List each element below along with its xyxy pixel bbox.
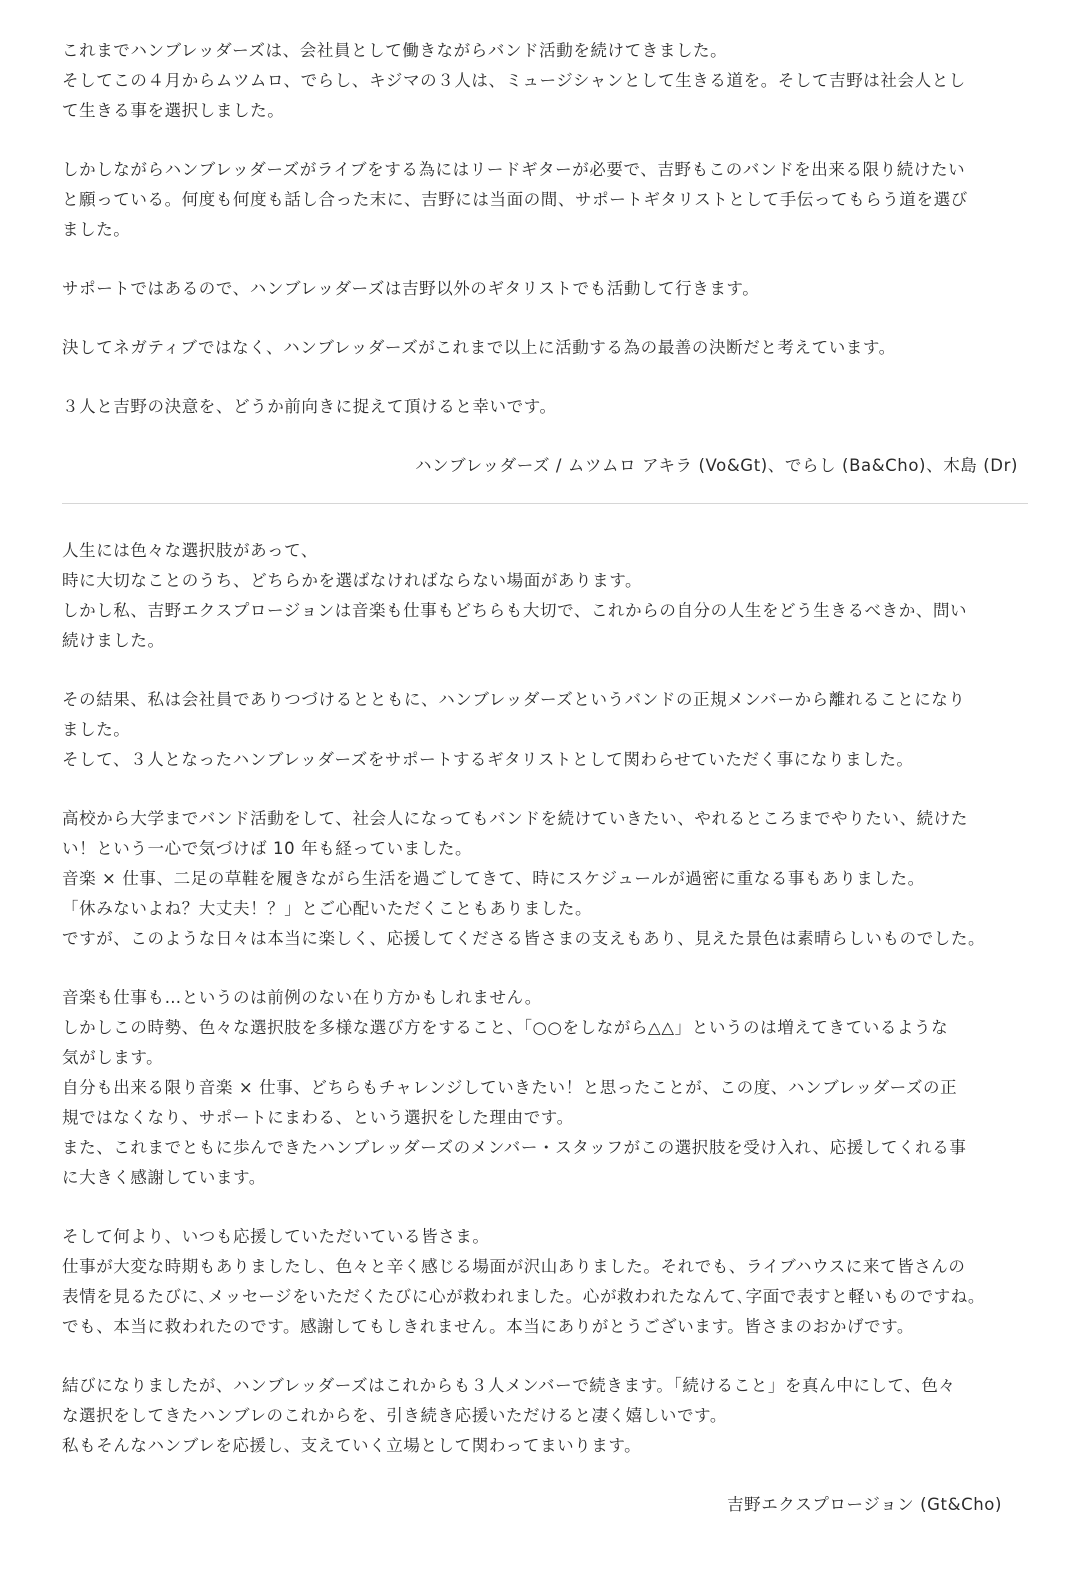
section-divider bbox=[62, 503, 1028, 504]
text-line: そして何より、いつも応援していただいている皆さま。 bbox=[62, 1227, 490, 1246]
paragraph bbox=[62, 36, 1028, 126]
text-line: そして、３人となったハンブレッダーズをサポートするギタリストとして関わらせていただく事になりました。 bbox=[62, 750, 914, 769]
text-line: 自分も出来る限り音楽 × 仕事、どちらもチャレンジしていきたい！と思ったことが、この度、ハンブレッダーズの正 bbox=[62, 1078, 958, 1097]
text-line: ３人と吉野の決意を、どうか前向きに捉えて頂けると幸いです。 bbox=[62, 397, 557, 416]
text-line: 高校から大学までバンド活動をして、社会人になってもバンドを続けていきたい、やれるところまでやりたい、続けた bbox=[62, 809, 968, 828]
text-line: 私もそんなハンブレを応援し、支えていく立場として関わってまいります。 bbox=[62, 1436, 642, 1455]
paragraph bbox=[62, 392, 1028, 422]
text-line: 表情を見るたびに､メッセージをいただくたびに心が救われました。心が救われたなんて､字面で表すと軽いものですね。 bbox=[62, 1287, 986, 1306]
band-signature: ハンブレッダーズ / ムツムロ アキラ (Vo&Gt)、でらし (Ba&Cho)、木島 (Dr) bbox=[414, 456, 1018, 475]
text-line: これまでハンブレッダーズは、会社員として働きながらバンド活動を続けてきました。 bbox=[62, 41, 728, 60]
text-line: そしてこの４月からムツムロ、でらし、キジマの３人は、ミュージシャンとして生きる道を。そして吉野は社会人とし bbox=[62, 71, 966, 90]
text-line: 時に大切なことのうち、どちらかを選ばなければならない場面があります。 bbox=[62, 571, 643, 590]
text-line: 規ではなくなり、サポートにまわる、という選択をした理由です。 bbox=[62, 1108, 574, 1127]
text-line: 決してネガティブではなく、ハンブレッダーズがこれまで以上に活動する為の最善の決断だと考えています。 bbox=[62, 338, 896, 357]
text-line: な選択をしてきたハンブレのこれからを、引き続き応援いただけると凄く嬉しいです。 bbox=[62, 1406, 727, 1425]
text-line: に大きく感謝しています。 bbox=[62, 1168, 266, 1187]
text-line: 気がします。 bbox=[62, 1048, 164, 1067]
paragraph bbox=[62, 983, 1028, 1193]
text-line: と願っている。何度も何度も話し合った末に、吉野には当面の間、サポートギタリストとして手伝ってもらう道を選び bbox=[62, 190, 968, 209]
text-line: でも、本当に救われたのです。感謝してもしきれません。本当にありがとうございます。皆さまのおかげです。 bbox=[62, 1317, 915, 1336]
band-statement bbox=[62, 36, 1028, 481]
yoshino-signature: 吉野エクスプロージョン (Gt&Cho) bbox=[727, 1495, 1002, 1514]
text-line: しかしながらハンブレッダーズがライブをする為にはリードギターが必要で、吉野もこのバンドを出来る限り続けたい bbox=[62, 160, 966, 179]
paragraph bbox=[62, 1222, 1028, 1342]
text-line: 「休みないよね？大丈夫！？」とご心配いただくこともありました。 bbox=[62, 899, 593, 918]
text-line: また、これまでともに歩んできたハンブレッダーズのメンバー・スタッフがこの選択肢を受け入れ、応援してくれる事 bbox=[62, 1138, 967, 1157]
paragraph bbox=[62, 1371, 1028, 1461]
document bbox=[62, 36, 1028, 1520]
text-line: い！という一心で気づけば 10 年も経っていました。 bbox=[62, 839, 473, 858]
text-line: ました。 bbox=[62, 220, 131, 239]
text-line: 音楽 × 仕事、二足の草鞋を履きながら生活を過ごしてきて、時にスケジュールが過密に重なる事もありました。 bbox=[62, 869, 925, 888]
text-line: その結果、私は会社員でありつづけるとともに、ハンブレッダーズというバンドの正規メンバーから離れることになり bbox=[62, 690, 966, 709]
text-line: 結びになりましたが、ハンブレッダーズはこれからも３人メンバーで続きます。「続けること」を真ん中にして、色々 bbox=[62, 1376, 956, 1395]
paragraph bbox=[62, 536, 1028, 656]
text-line: て生きる事を選択しました。 bbox=[62, 101, 285, 120]
paragraph bbox=[62, 274, 1028, 304]
text-line: しかしこの時勢、色々な選択肢を多様な選び方をすること、「○○をしながら△△」というのは増えてきているような bbox=[62, 1018, 949, 1037]
text-line: 人生には色々な選択肢があって、 bbox=[62, 541, 319, 560]
text-line: 続けました。 bbox=[62, 631, 165, 650]
text-line: ました。 bbox=[62, 720, 131, 739]
text-line: 仕事が大変な時期もありましたし、色々と辛く感じる場面が沢山ありました。それでも、ライブハウスに来て皆さんの bbox=[62, 1257, 966, 1276]
paragraph bbox=[62, 804, 1028, 954]
text-line: しかし私、吉野エクスプロージョンは音楽も仕事もどちらも大切で、これからの自分の人生をどう生きるべきか、問い bbox=[62, 601, 968, 620]
paragraph bbox=[62, 155, 1028, 245]
text-line: サポートではあるので、ハンブレッダーズは吉野以外のギタリストでも活動して行きます。 bbox=[62, 279, 760, 298]
text-line: ですが、このような日々は本当に楽しく、応援してくださる皆さまの支えもあり、見えた景色は素晴らしいものでした。 bbox=[62, 929, 986, 948]
text-line: 音楽も仕事も…というのは前例のない在り方かもしれません。 bbox=[62, 988, 542, 1007]
paragraph bbox=[62, 333, 1028, 363]
yoshino-statement bbox=[62, 536, 1028, 1520]
paragraph bbox=[62, 685, 1028, 775]
